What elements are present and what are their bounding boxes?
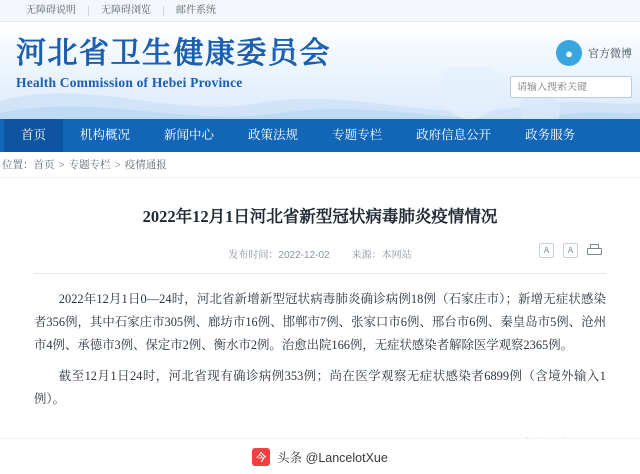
topbar-item-accessibility-browse[interactable]: 无障碍浏览 <box>101 5 151 16</box>
topbar-item-mail-system[interactable]: 邮件系统 <box>176 5 216 16</box>
nav-item-organization[interactable]: 机构概况 <box>80 128 131 142</box>
publish-time: 发布时间：2022-12-02 <box>228 250 330 261</box>
toutiao-logo-icon: 今 <box>252 448 270 466</box>
printer-body-shape <box>587 248 602 255</box>
breadcrumb-item-topics[interactable]: 专题专栏 <box>68 159 111 171</box>
weibo-icon: ● <box>556 40 582 66</box>
watermark-footer <box>0 438 640 474</box>
article-meta <box>34 246 606 261</box>
article-container <box>0 178 640 474</box>
article-paragraph: 截至12月1日24时，河北省现有确诊病例353例；尚在医学观察无症状感染者6899例（含境外输入1例）。 <box>34 369 606 406</box>
breadcrumb-separator-icon: > <box>114 158 121 171</box>
nav-item-policy[interactable]: 政策法规 <box>248 128 299 142</box>
watermark-text: 头条 @LancelotXue <box>277 450 388 465</box>
decrease-font-button[interactable]: A <box>539 243 554 258</box>
meta-divider <box>34 273 606 274</box>
nav-item-news[interactable]: 新闻中心 <box>164 128 215 142</box>
top-utility-bar <box>0 0 640 22</box>
article-paragraph: 2022年12月1日0—24时，河北省新增新型冠状病毒肺炎确诊病例18例（石家庄市）；新增无症状感染者356例，其中石家庄市305例、廊坊市16例、邯郸市7例、张家口市6例、邢台市6例、秦皇岛市5例、沧州市4例、承德市3例、保定市2例、衡水市2例。治愈出院166例，无症状感染者解除医学观察2365例。 <box>34 292 606 352</box>
topbar-item-accessibility-desc[interactable]: 无障碍说明 <box>26 5 76 16</box>
breadcrumb <box>0 152 640 178</box>
breadcrumb-separator-icon: > <box>58 158 65 171</box>
search-box[interactable] <box>510 76 632 98</box>
nav-item-gov-services[interactable]: 政务服务 <box>525 128 576 142</box>
nav-item-topics[interactable]: 专题专栏 <box>332 128 383 142</box>
breadcrumb-item-home[interactable]: 首页 <box>33 159 55 171</box>
increase-font-button[interactable]: A <box>563 243 578 258</box>
breadcrumb-prefix: 位置： <box>2 159 34 171</box>
official-weibo-label: 官方微博 <box>588 48 632 60</box>
breadcrumb-item-epidemic-report: 疫情通报 <box>124 159 167 171</box>
official-weibo-link[interactable] <box>556 40 632 66</box>
search-input[interactable] <box>517 82 625 93</box>
main-navigation <box>0 119 640 152</box>
article-body <box>34 288 606 411</box>
print-icon[interactable] <box>587 244 602 257</box>
nav-item-gov-info-disclosure[interactable]: 政府信息公开 <box>416 128 492 142</box>
site-title-cn: 河北省卫生健康委员会 <box>16 37 331 70</box>
article-title: 2022年12月1日河北省新型冠状病毒肺炎疫情情况 <box>142 207 498 226</box>
site-title-en: Health Commission of Hebei Province <box>16 75 243 90</box>
site-banner <box>0 22 640 119</box>
article-source: 来源：本网站 <box>351 250 412 261</box>
site-logo[interactable] <box>16 36 331 91</box>
nav-item-home[interactable]: 首页 <box>4 119 63 152</box>
article-tools <box>539 243 602 258</box>
